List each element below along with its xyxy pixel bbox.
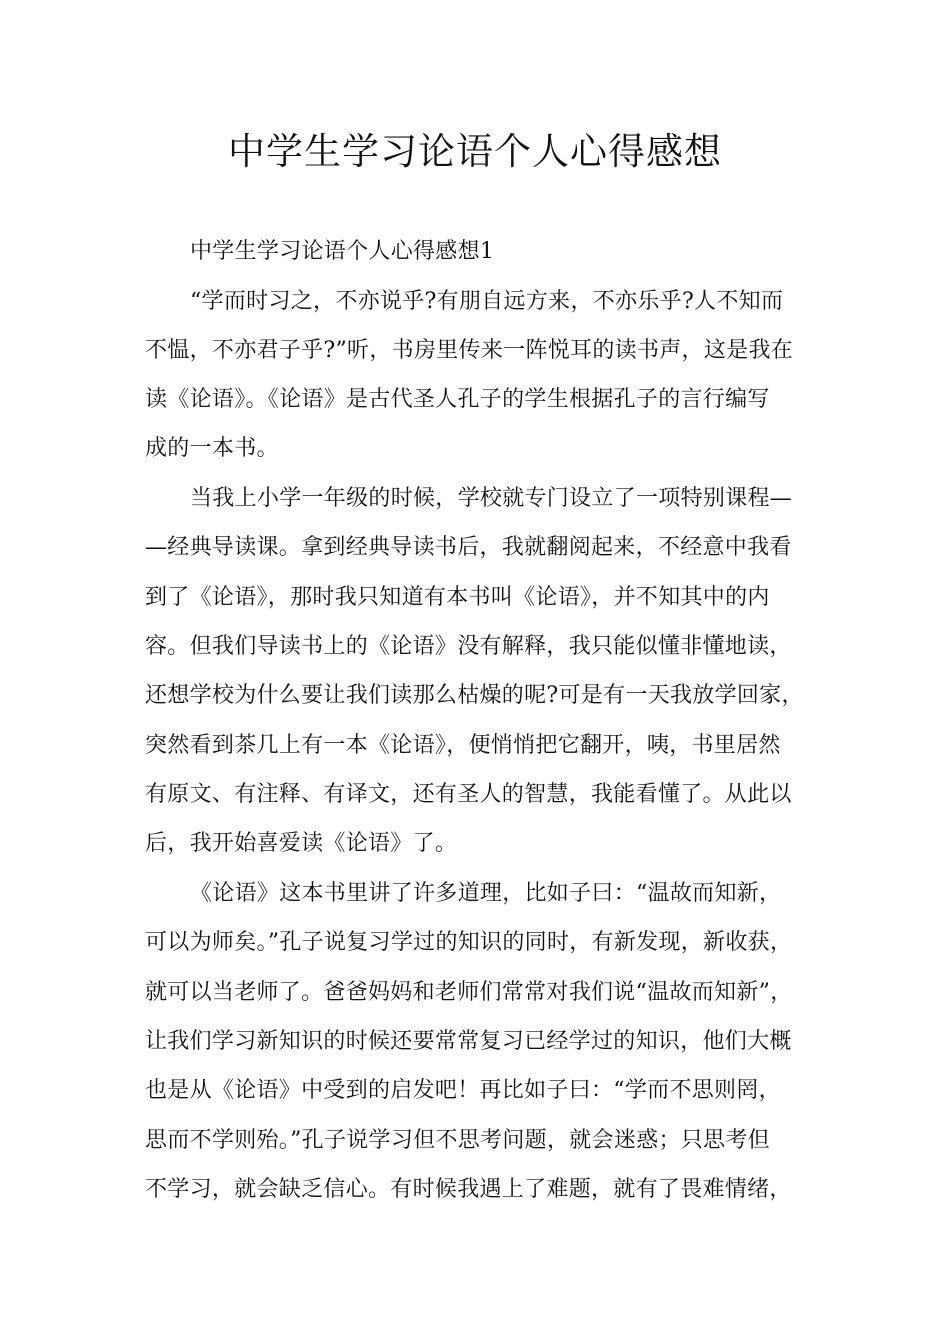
paragraph-line: 读《论语》。《论语》是古代圣人孔子的学生根据孔子的言行编写 (145, 387, 770, 412)
paragraph-line: 容。但我们导读书上的《论语》没有解释，我只能似懂非懂地读， (145, 634, 792, 659)
paragraph-line: 成的一本书。 (145, 436, 279, 461)
paragraph-line: 可以为师矣。”孔子说复习学过的知识的同时，有新发现，新收获， (145, 930, 793, 955)
paragraph-line: 后，我开始喜爱读《论语》了。 (145, 831, 458, 856)
paragraph-line: 不愠，不亦君子乎?”听，书房里传来一阵悦耳的读书声，这是我在 (145, 338, 794, 363)
paragraph-line: 就可以当老师了。爸爸妈妈和老师们常常对我们说“温故而知新”， (145, 980, 793, 1005)
paragraph-line: 到了《论语》，那时我只知道有本书叫《论语》，并不知其中的内 (145, 585, 770, 610)
paragraph-line: —经典导读课。拿到经典导读书后，我就翻阅起来，不经意中我看 (145, 535, 792, 560)
section-heading: 中学生学习论语个人心得感想1 (190, 239, 495, 264)
paragraph-line: 有原文、有注释、有译文，还有圣人的智慧，我能看懂了。从此以 (145, 782, 792, 807)
paragraph-line: 还想学校为什么要让我们读那么枯燥的呢?可是有一天我放学回家， (145, 683, 804, 708)
paragraph-line: 当我上小学一年级的时候，学校就专门设立了一项特别课程— (190, 486, 793, 511)
paragraph-line: 《论语》这本书里讲了许多道理，比如子曰：“温故而知新， (190, 881, 782, 906)
paragraph-line: 突然看到茶几上有一本《论语》，便悄悄把它翻开，咦，书里居然 (145, 733, 781, 758)
document-title: 中学生学习论语个人心得感想 (228, 130, 722, 173)
paragraph-line: 不学习，就会缺乏信心。有时候我遇上了难题，就有了畏难情绪， (145, 1177, 792, 1202)
paragraph-line: 让我们学习新知识的时候还要常常复习已经学过的知识，他们大概 (145, 1029, 792, 1054)
paragraph-line: 也是从《论语》中受到的启发吧！再比如子曰：“学而不思则罔， (145, 1078, 781, 1103)
paragraph-line: 思而不学则殆。”孔子说学习但不思考问题，就会迷惑；只思考但 (145, 1128, 770, 1153)
paragraph-line: “学而时习之，不亦说乎?有朋自远方来，不亦乐乎?人不知而 (190, 289, 784, 314)
